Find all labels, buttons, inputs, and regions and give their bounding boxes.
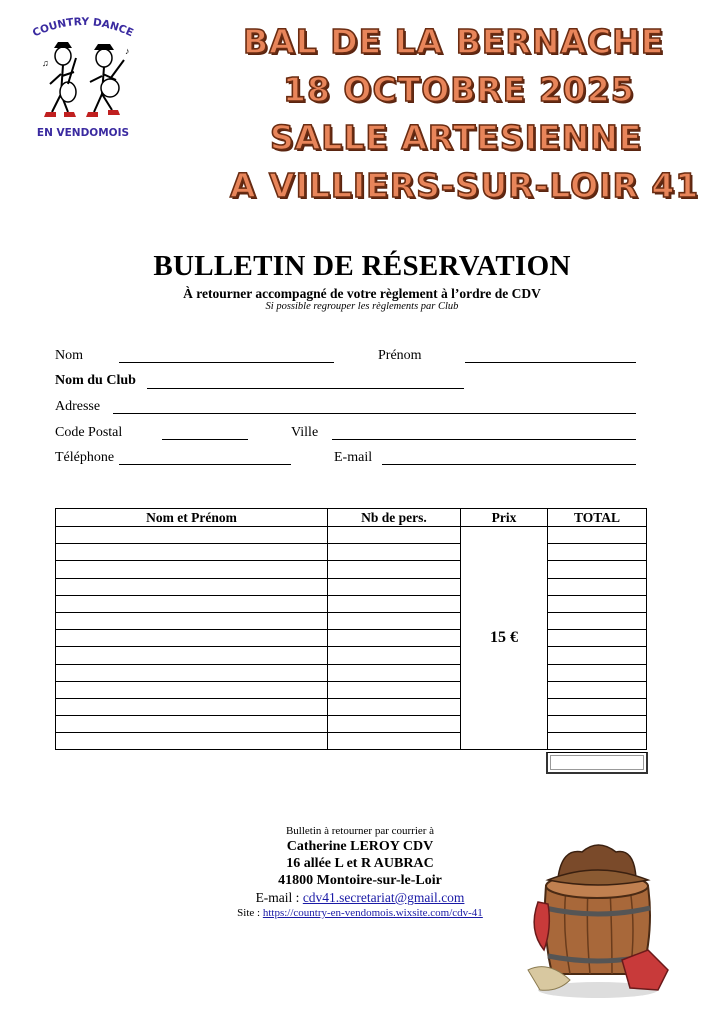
label-telephone: Téléphone xyxy=(55,450,115,465)
cell-name[interactable] xyxy=(56,647,328,664)
form-note: Si possible regrouper les règlements par Club xyxy=(265,301,459,312)
cell-name[interactable] xyxy=(56,733,328,750)
footer-site-label: Site : xyxy=(237,907,261,919)
cell-name[interactable] xyxy=(56,527,328,544)
col-header-price: Prix xyxy=(461,509,548,527)
cell-name[interactable] xyxy=(56,716,328,733)
cell-count[interactable] xyxy=(328,561,461,578)
footer-address2: 41800 Montoire-sur-le-Loir xyxy=(278,873,442,888)
table-row xyxy=(56,681,647,698)
table-row xyxy=(56,698,647,715)
footer-site-link[interactable]: https://country-en-vendomois.wixsite.com/cdv-41 xyxy=(262,907,483,919)
header-line-location: A VILLIERS-SUR-LOIR 41 xyxy=(230,166,700,205)
cell-name[interactable] xyxy=(56,544,328,561)
cell-count[interactable] xyxy=(328,527,461,544)
cell-price: 15 € xyxy=(461,527,548,750)
header-line-event: BAL DE LA BERNACHE xyxy=(243,22,665,61)
cell-total[interactable] xyxy=(548,527,647,544)
label-prenom: Prénom xyxy=(378,348,422,363)
cell-name[interactable] xyxy=(56,578,328,595)
field-email[interactable] xyxy=(382,464,636,465)
table-row xyxy=(56,630,647,647)
table-row xyxy=(56,544,647,561)
reservation-table xyxy=(55,508,647,750)
grand-total-cell[interactable] xyxy=(546,752,648,774)
club-logo xyxy=(28,14,138,142)
table-row xyxy=(56,647,647,664)
footer-email-line xyxy=(140,890,580,906)
cell-name[interactable] xyxy=(56,664,328,681)
cell-total[interactable] xyxy=(548,578,647,595)
cell-total[interactable] xyxy=(548,733,647,750)
cell-total[interactable] xyxy=(548,681,647,698)
svg-text:♪: ♪ xyxy=(125,46,130,56)
field-adresse[interactable] xyxy=(113,413,636,414)
cell-name[interactable] xyxy=(56,561,328,578)
cell-count[interactable] xyxy=(328,544,461,561)
cell-count[interactable] xyxy=(328,595,461,612)
svg-text:COUNTRY DANCE xyxy=(31,16,135,39)
col-header-total: TOTAL xyxy=(548,509,647,527)
field-code-postal[interactable] xyxy=(162,439,248,440)
col-header-name: Nom et Prénom xyxy=(56,509,328,527)
cell-total[interactable] xyxy=(548,595,647,612)
label-email: E-mail xyxy=(334,450,373,465)
svg-text:♫: ♫ xyxy=(42,58,49,68)
field-telephone[interactable] xyxy=(119,464,291,465)
form-title: BULLETIN DE RÉSERVATION xyxy=(153,250,571,282)
cell-name[interactable] xyxy=(56,595,328,612)
field-club[interactable] xyxy=(147,388,464,389)
footer-name: Catherine LEROY CDV xyxy=(286,839,434,854)
cell-count[interactable] xyxy=(328,698,461,715)
table-row xyxy=(56,561,647,578)
table-row xyxy=(56,527,647,544)
form-subtitle: À retourner accompagné de votre règlement à l’ordre de CDV xyxy=(183,286,541,301)
table-row xyxy=(56,595,647,612)
cell-total[interactable] xyxy=(548,544,647,561)
footer-email-label: E-mail : xyxy=(255,890,300,905)
cell-name[interactable] xyxy=(56,630,328,647)
header-line-date: 18 OCTOBRE 2025 xyxy=(283,70,635,109)
footer-intro: Bulletin à retourner par courrier à xyxy=(285,825,435,837)
barrel-hat-illustration xyxy=(518,830,678,1000)
cell-total[interactable] xyxy=(548,716,647,733)
table-row xyxy=(56,578,647,595)
cell-total[interactable] xyxy=(548,561,647,578)
cell-count[interactable] xyxy=(328,664,461,681)
table-row xyxy=(56,733,647,750)
header-line-venue: SALLE ARTESIENNE xyxy=(270,118,643,157)
col-header-count: Nb de pers. xyxy=(328,509,461,527)
cell-total[interactable] xyxy=(548,612,647,629)
cell-name[interactable] xyxy=(56,681,328,698)
logo-bottom-text: EN VENDOMOIS xyxy=(36,127,130,139)
cell-count[interactable] xyxy=(328,578,461,595)
table-row xyxy=(56,612,647,629)
cell-count[interactable] xyxy=(328,733,461,750)
table-row xyxy=(56,716,647,733)
label-adresse: Adresse xyxy=(55,399,101,414)
field-nom[interactable] xyxy=(119,362,334,363)
table-header-row xyxy=(56,509,647,527)
label-code-postal: Code Postal xyxy=(55,425,123,440)
footer-address1: 16 allée L et R AUBRAC xyxy=(286,856,434,871)
label-club: Nom du Club xyxy=(55,373,136,388)
field-ville[interactable] xyxy=(332,439,636,440)
table-row xyxy=(56,664,647,681)
cell-count[interactable] xyxy=(328,716,461,733)
label-ville: Ville xyxy=(291,425,319,440)
cell-name[interactable] xyxy=(56,698,328,715)
cell-total[interactable] xyxy=(548,647,647,664)
footer-email-link[interactable]: cdv41.secretariat@gmail.com xyxy=(302,890,465,905)
cell-count[interactable] xyxy=(328,612,461,629)
cell-name[interactable] xyxy=(56,612,328,629)
cell-count[interactable] xyxy=(328,630,461,647)
footer-site-line xyxy=(140,907,580,919)
cell-total[interactable] xyxy=(548,698,647,715)
cell-count[interactable] xyxy=(328,647,461,664)
field-prenom[interactable] xyxy=(465,362,636,363)
label-nom: Nom xyxy=(55,348,83,363)
cell-total[interactable] xyxy=(548,630,647,647)
cell-count[interactable] xyxy=(328,681,461,698)
cell-total[interactable] xyxy=(548,664,647,681)
logo-top-text: COUNTRY DANCE xyxy=(30,15,136,40)
